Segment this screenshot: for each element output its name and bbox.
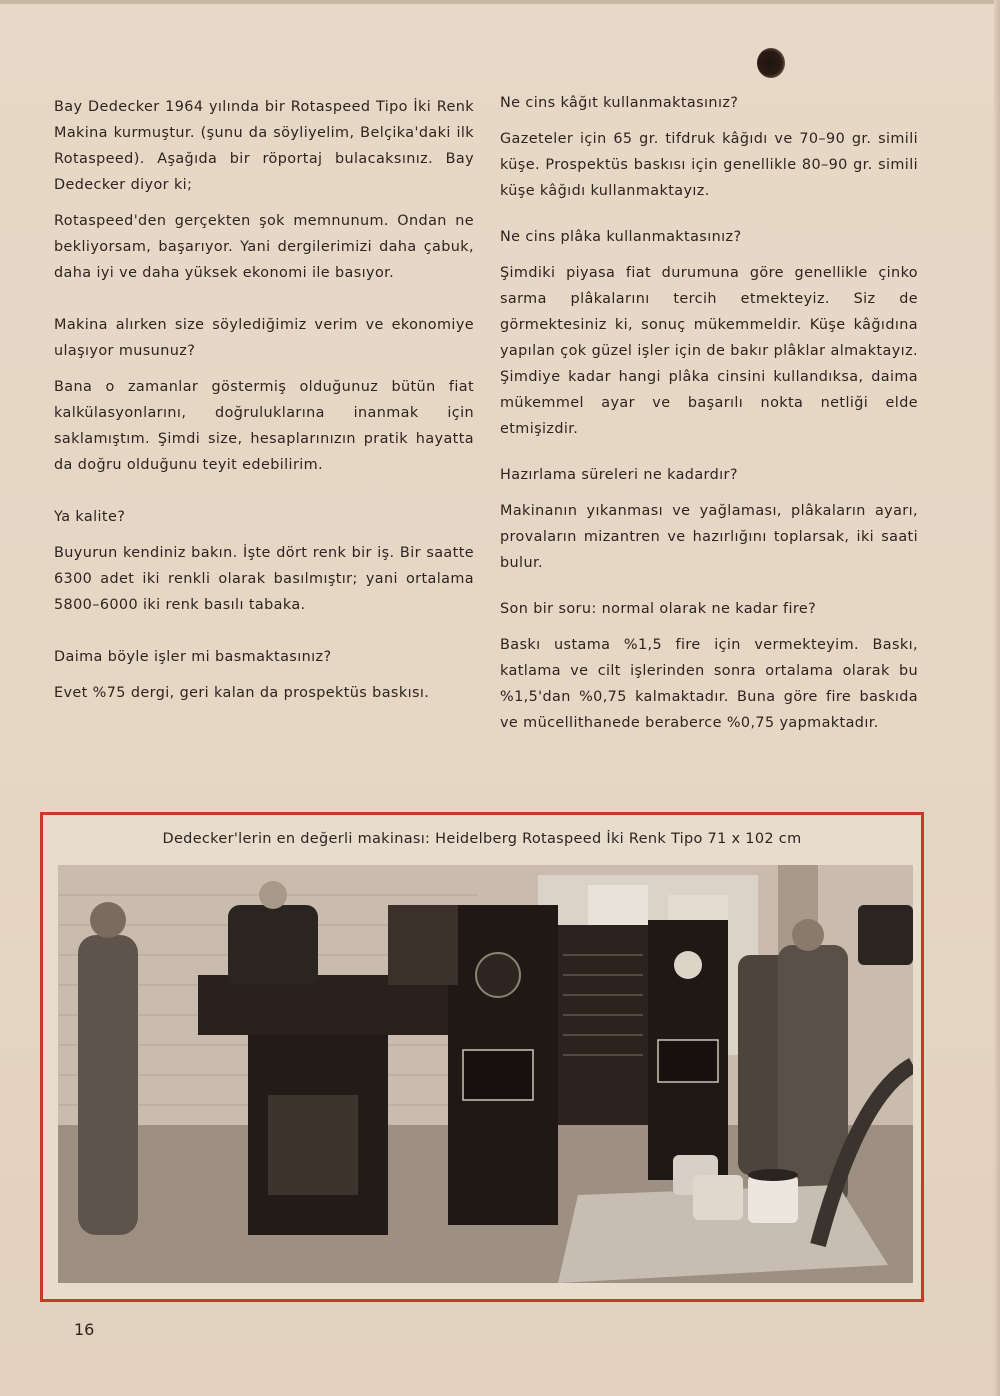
question: Ne cins kâğıt kullanmaktasınız? (500, 95, 739, 111)
answer-paragraph: Baskı ustama %1,5 fire için vermekteyim. Baskı, katlama ve cilt işlerinden sonra ortalama olarak bu %1,5'dan %0,75 kalmaktadır. Buna göre fire baskıda ve mücellithanede beraberce %0,75 yapmaktadır. (500, 637, 918, 731)
question: Son bir soru: normal olarak ne kadar fire? (500, 601, 817, 617)
page-top-edge (0, 0, 1000, 4)
punch-hole (757, 48, 785, 78)
answer-paragraph: Şimdiki piyasa fiat durumuna göre genellikle çinko sarma plâkalarını tercih etmekteyiz. Siz de görmektesiniz ki, sonuç mükemmeldir. Küşe kâğıdına yapılan çok güzel işler için de bakır plâklar almaktayız. Şimdiye kadar hangi plâka cinsini kullandıksa, daima mükemmel ayar ve başarılı nokta netliği elde etmişizdir. (500, 265, 918, 437)
question: Daima böyle işler mi basmaktasınız? (54, 649, 332, 665)
answer-paragraph: Evet %75 dergi, geri kalan da prospektüs baskısı. (54, 685, 430, 701)
answer-paragraph: Makinanın yıkanması ve yağlaması, plâkaların ayarı, provaların mizantren ve hazırlığını toplarsak, iki saati bulur. (500, 503, 918, 571)
question: Makina alırken size söylediğimiz verim ve ekonomiye ulaşıyor musunuz? (54, 317, 474, 359)
page-number: 16 (74, 1320, 95, 1339)
right-column (500, 90, 918, 736)
answer-paragraph: Rotaspeed'den gerçekten şok memnunum. Ondan ne bekliyorsam, başarıyor. Yani dergilerimizi daha çabuk, daha iyi ve daha yüksek ekonomi ile basıyor. (54, 213, 474, 281)
press-photo-illustration (58, 865, 913, 1283)
answer-paragraph: Gazeteler için 65 gr. tifdruk kâğıdı ve 70–90 gr. simili küşe. Prospektüs baskısı için genellikle 80–90 gr. simili küşe kâğıdı kullanmaktayız. (500, 131, 918, 199)
left-column (54, 94, 474, 706)
question: Hazırlama süreleri ne kadardır? (500, 467, 738, 483)
question: Ya kalite? (54, 509, 126, 525)
press-room-photo (58, 865, 913, 1283)
question: Ne cins plâka kullanmaktasınız? (500, 229, 742, 245)
figure-caption: Dedecker'lerin en değerli makinası: Heidelberg Rotaspeed İki Renk Tipo 71 x 102 cm (162, 831, 802, 847)
figure-frame (40, 812, 924, 1302)
page-right-edge (994, 0, 1000, 1396)
answer-paragraph: Bana o zamanlar göstermiş olduğunuz bütün fiat kalkülasyonlarını, doğruluklarına inanmak için saklamıştım. Şimdi size, hesaplarınızın pratik hayatta da doğru olduğunu teyit edebilirim. (54, 379, 474, 473)
answer-paragraph: Buyurun kendiniz bakın. İşte dört renk bir iş. Bir saatte 6300 adet iki renkli olarak basılmıştır; yani ortalama 5800–6000 iki renk basılı tabaka. (54, 545, 474, 613)
intro-paragraph: Bay Dedecker 1964 yılında bir Rotaspeed Tipo İki Renk Makina kurmuştur. (şunu da söyliyelim, Belçika'daki ilk Rotaspeed). Aşağıda bir röportaj bulacaksınız. Bay Dedecker diyor ki; (54, 99, 474, 193)
